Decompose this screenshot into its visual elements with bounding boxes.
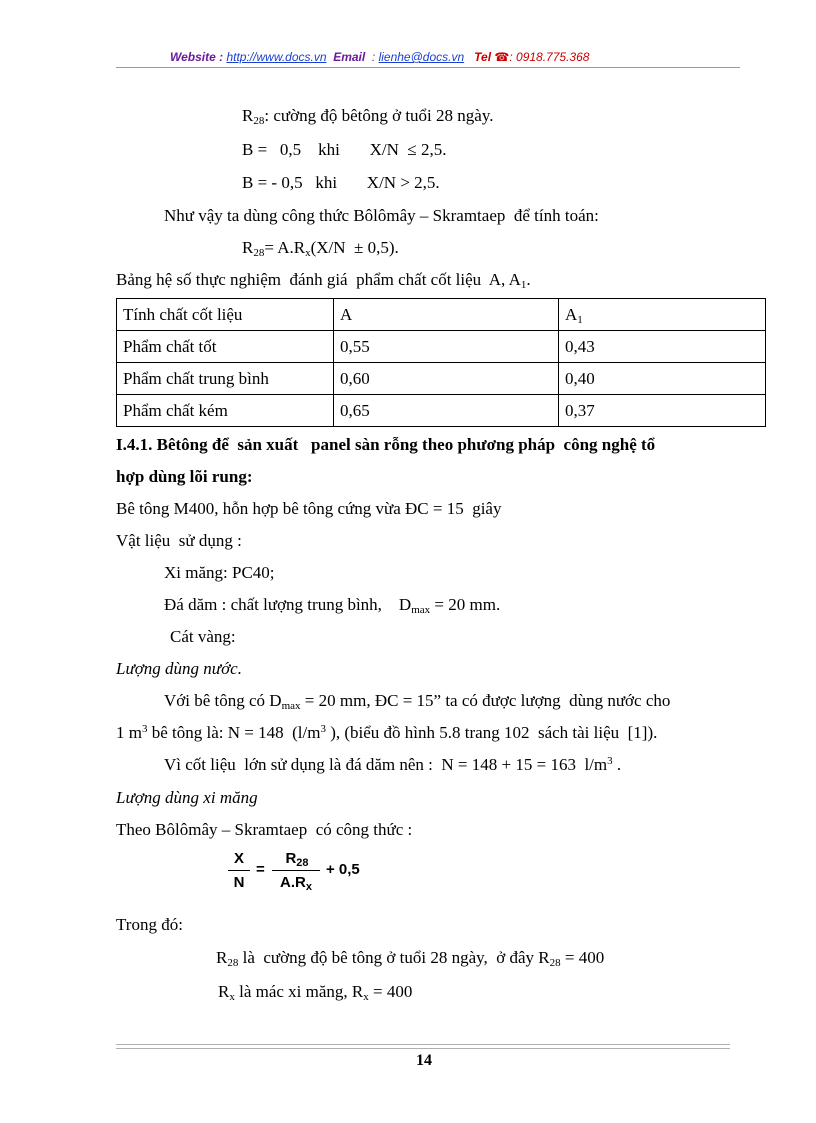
cement-type: Xi măng: PC40; [164, 563, 275, 582]
frac-denominator-ar: $A.R_x$ [280, 874, 312, 893]
frac-bar-right [272, 870, 320, 871]
table-header-cell: A [334, 299, 559, 331]
email-link[interactable]: lienhe@docs.vn [378, 50, 465, 64]
website-link[interactable]: http://www.docs.vn [226, 50, 327, 64]
page-number: 14 [416, 1052, 432, 1069]
materials-label: Vật liệu sử dụng : [116, 531, 242, 550]
table-caption: Bảng hệ số thực nghiệm đánh giá phẩm chất cốt liệu A, $A_1$. [116, 270, 531, 291]
frac-equals: = [256, 861, 265, 878]
table-cell: 0,60 [334, 363, 559, 395]
email-label: Email [333, 50, 366, 64]
b-case-2: B = - 0,5 khi X/N > 2,5. [242, 173, 440, 192]
table-cell: 0,40 [559, 363, 766, 395]
footer-rule [116, 1044, 730, 1049]
frac-numerator-r: $R_{28}$ [285, 850, 309, 869]
crushed-stone: Đá dăm : chất lượng trung bình, $D_{max} = 20$ mm. [164, 595, 501, 616]
table-header-row [117, 299, 766, 331]
frac-bar-left [228, 870, 250, 871]
tel-label: Tel [474, 50, 492, 64]
b-case-1: B = 0,5 khi X/N ≤ 2,5. [242, 140, 447, 159]
table-row [117, 395, 766, 427]
table-row [117, 331, 766, 363]
cement-formula-intro: Theo Bôlômây – Skramtaep có công thức : [116, 820, 413, 839]
frac-denominator-n: N [233, 874, 245, 891]
table-cell: Phẩm chất trung bình [117, 363, 334, 395]
concrete-mix-text: Bê tông M400, hỗn hợp bê tông cứng vừa ĐC = 15 giây [116, 499, 502, 518]
table-row [117, 363, 766, 395]
table-header-cell: $A_1$ [559, 299, 766, 331]
section-heading-line-1: I.4.1. Bêtông để sản xuất panel sàn rỗng theo phương pháp công nghệ tổ [116, 435, 656, 454]
water-title: Lượng dùng nước. [116, 659, 242, 678]
header-rule [116, 67, 740, 68]
table-cell: Phẩm chất tốt [117, 331, 334, 363]
table-cell: 0,65 [334, 395, 559, 427]
tel-number: : 0918.775.368 [509, 50, 590, 64]
water-line-2: 1 $m^3$ bê tông là: N = 148 ($l/m^3$ ), (biểu đồ hình 5.8 trang 102 sách tài liệu [1]). [116, 723, 658, 742]
website-label: Website : [170, 50, 224, 64]
water-line-1: Với bê tông có $D_{max} = 20$ mm, ĐC = 15” ta có được lượng dùng nước cho [164, 691, 671, 712]
yellow-sand: Cát vàng: [170, 627, 236, 646]
email-separator: : [371, 50, 376, 64]
where-rx: $R_x$ là mác xi măng, $R_x = 400$ [218, 982, 413, 1003]
bolomay-intro: Như vậy ta dùng công thức Bôlômây – Skramtaep để tính toán: [164, 206, 599, 225]
bolomay-formula: $R_{28}= A.R_x(X/N \pm 0,5)$. [242, 238, 399, 259]
aggregate-coefficient-table [116, 298, 766, 427]
frac-plus-constant: + 0,5 [326, 861, 360, 878]
water-line-3: Vì cốt liệu lớn sử dụng là đá dăm nên : N = 148 + 15 = 163 $l/m^3$ . [164, 755, 622, 774]
table-cell: Phẩm chất kém [117, 395, 334, 427]
page-header [170, 50, 589, 64]
section-heading-line-2: hợp dùng lõi rung: [116, 467, 253, 486]
where-r28: $R_{28}$ là cường độ bê tông ở tuổi 28 ngày, ở đây $R_{28} = 400$ [216, 948, 605, 969]
table-cell: 0,37 [559, 395, 766, 427]
table-cell: 0,43 [559, 331, 766, 363]
where-label: Trong đó: [116, 915, 183, 934]
cement-title: Lượng dùng xi măng [116, 788, 258, 807]
frac-numerator-x: X [233, 850, 244, 867]
table-header-cell: Tính chất cốt liệu [117, 299, 334, 331]
r28-definition: $R_{28}$: cường độ bêtông ở tuổi 28 ngày. [242, 106, 494, 127]
table-cell: 0,55 [334, 331, 559, 363]
phone-icon: ☎ [494, 50, 510, 64]
